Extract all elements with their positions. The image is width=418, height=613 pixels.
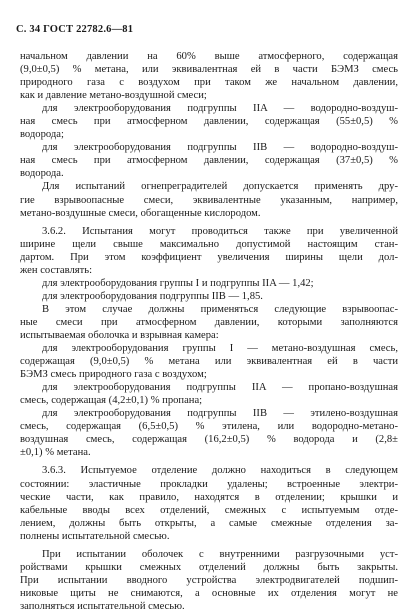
text-line: В этом случае должны применяться следующие взрывоопас- (42, 303, 398, 315)
text-line: полнены испытательной смесью. (20, 530, 170, 542)
paragraph-group-iib (20, 407, 398, 459)
text-line: как и давление метано-воздушной смеси; (20, 90, 207, 102)
text-line: заполняться испытательной смесью. (20, 600, 185, 612)
text-line: содержащая (9,0±0,5) % метана или эквивалентная ей в части (20, 356, 398, 368)
text-line: 3.6.2. Испытания могут проводиться также при увеличенной (42, 225, 398, 237)
paragraph-mixtures (20, 303, 398, 342)
text-line: испытываемая оболочка и взрывная камера: (20, 329, 219, 341)
text-line: ческие части, как правило, находятся в отделении; крышки и (20, 491, 398, 503)
text-line: водорода; (20, 129, 64, 141)
text-line: ная смесь при атмосферном давлении, содержащая (55±0,5) % (20, 116, 398, 128)
text-line: смесь, содержащая (6,5±0,5) % этилена, или водородно-метано- (20, 421, 398, 433)
text-line: смесь, содержащая (4,2±0,1) % пропана; (20, 395, 203, 407)
text-line: кабельные вводы всех отделений, смежных с испытуемым отде- (20, 504, 398, 516)
paragraph-coef-iib (20, 290, 398, 303)
paragraph-3-6-3 (20, 464, 398, 542)
text-line: ширине щели свыше максимально допустимой настоящим стан- (20, 238, 398, 250)
text-line: для электрооборудования подгруппы IIB — этилено-воздушная (42, 408, 398, 420)
page-header: С. 34 ГОСТ 22782.6—81 (16, 24, 134, 35)
text-line: для электрооборудования подгруппы IIA — пропано-воздушная (42, 382, 398, 394)
text-line: (9,0±0,5) % метана, или эквивалентная ей в части БЭМЗ смесь (20, 64, 398, 76)
paragraph-group-iia (20, 381, 398, 407)
text-line: водорода. (20, 168, 64, 180)
text-line: для электрооборудования группы I и подгруппы IIA — 1,42; (42, 277, 314, 289)
paragraph-cont (20, 50, 398, 102)
text-line: ройствами крышки смежных отделений должны быть закрыты. (20, 561, 398, 573)
text-line: При испытании вводного устройства электродвигателей подшип- (20, 574, 398, 586)
text-line: для электрооборудования подгруппы IIB — 1,85. (42, 290, 263, 302)
paragraph-group-i (20, 342, 398, 381)
text-line: природного газа с воздухом при таком же начальном давлении, (20, 77, 398, 89)
text-line: воздушная смесь, содержащая (16,2±0,5) % водорода и (2,8± (20, 434, 398, 446)
text-line: Для испытаний огнепреградителей допускается применять дру- (42, 181, 398, 193)
text-line: ная смесь при атмосферном давлении, содержащая (37±0,5) % (20, 155, 398, 167)
text-line: БЭМЗ смесь природного газа с воздухом; (20, 369, 207, 381)
text-line: ные смеси при атмосферном давлении, которыми заполняются (20, 316, 398, 328)
text-line: для электрооборудования группы I — метано-воздушная смесь, (42, 343, 398, 355)
text-line: гие взрывоопасные смеси, эквивалентные указанным, например, (20, 194, 398, 206)
document-body (20, 50, 398, 613)
paragraph-relief-devices (20, 548, 398, 613)
text-line: При испытании оболочек с внутренними разгрузочными уст- (42, 548, 398, 560)
text-line: состоянии: эластичные прокладки удалены; встроенные электри- (20, 478, 398, 490)
paragraph-iia (20, 102, 398, 141)
paragraph-iib (20, 141, 398, 180)
paragraph-flame-arresters (20, 180, 398, 219)
text-line: ±0,1) % метана. (20, 447, 91, 459)
text-line: дартом. При этом коэффициент увеличения ширины щели дол- (20, 251, 398, 263)
text-line: лением, должны быть открыты, а самые смежные отделения за- (20, 517, 398, 529)
text-line: никовые щиты не снимаются, а основные их отделения могут не (20, 587, 398, 599)
text-line: начальном давлении на 60% выше атмосферного, содержащая (20, 51, 398, 62)
text-line: 3.6.3. Испытуемое отделение должно находиться в следующем (42, 465, 398, 477)
text-line: для электрооборудования подгруппы IIB — водородно-воздуш- (42, 142, 398, 154)
text-line: для электрооборудования подгруппы IIA — водородно-воздуш- (42, 103, 398, 115)
text-line: жен составлять: (20, 264, 93, 276)
paragraph-coef-i-iia (20, 277, 398, 290)
paragraph-3-6-2 (20, 225, 398, 277)
text-line: метано-воздушные смеси, обогащенные кислородом. (20, 207, 261, 219)
